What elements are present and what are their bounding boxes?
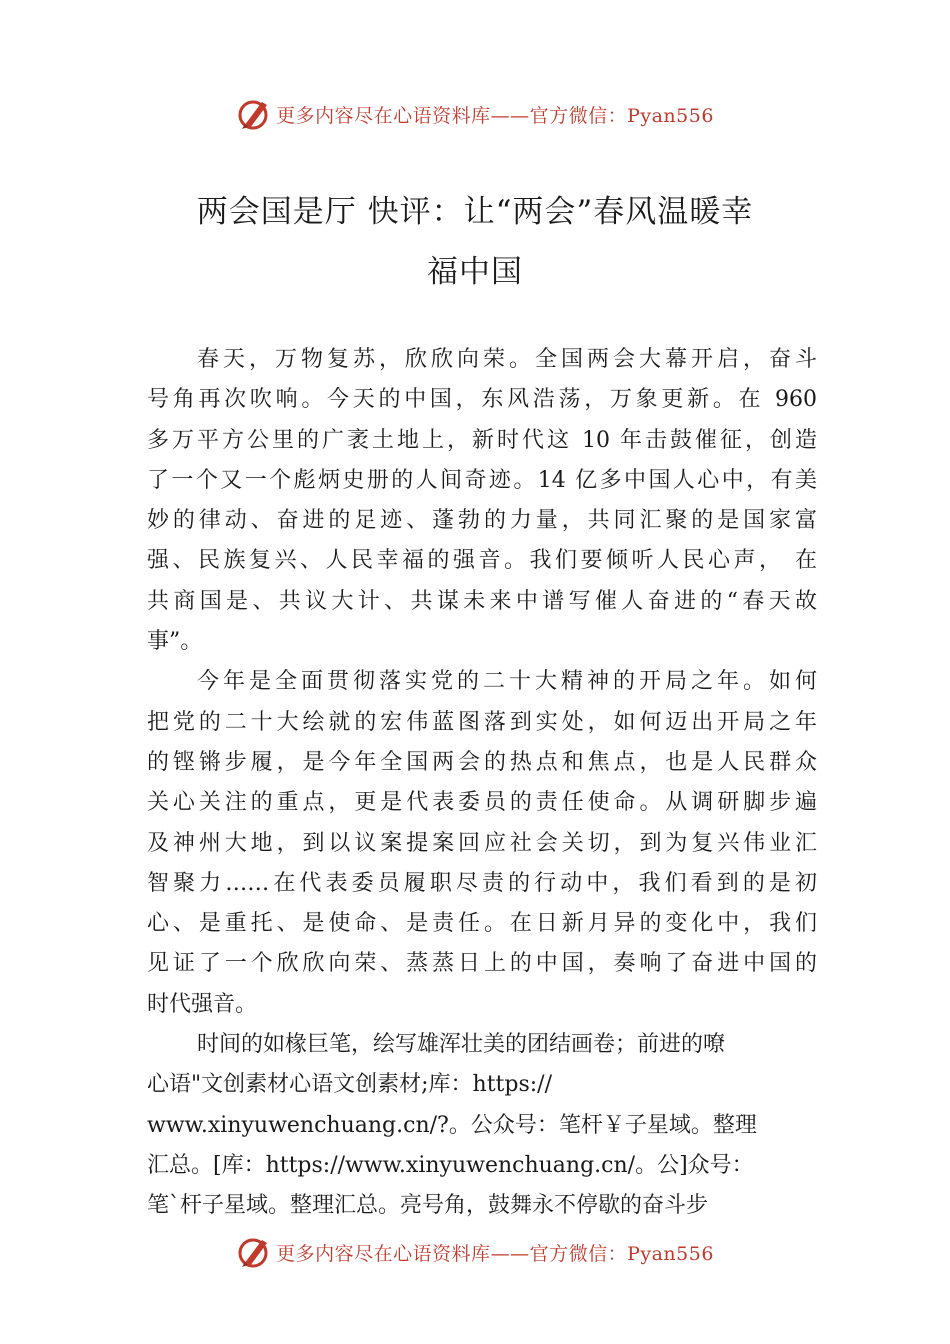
article-title: [145, 182, 805, 302]
body-line-18: 时间的如椽巨笔，绘写雄浑壮美的团结画卷；前进的嘹: [197, 1032, 726, 1058]
title-line-2: 福中国: [427, 254, 523, 290]
body-line-1: 春天，万物复苏，欣欣向荣。全国两会大幕开启，奋斗: [197, 347, 817, 372]
header-banner: [0, 94, 950, 134]
body-line-14: 智聚力……在代表委员履职尽责的行动中，我们看到的是初: [147, 870, 817, 896]
body-line-7: 共商国是、共议大计、共谋未来中谱写催人奋进的“春天故: [147, 588, 817, 614]
title-line-1: 两会国是厅 快评：让“两会”春风温暖幸: [196, 194, 754, 230]
body-line-5: 妙的律动、奋进的足迹、蓬勃的力量，共同汇聚的是国家富: [147, 508, 817, 534]
body-line-6: 强、民族复兴、人民幸福的强音。我们要倾听人民心声， 在: [147, 548, 817, 574]
body-line-12: 关心关注的重点，更是代表委员的责任使命。从调研脚步遍: [147, 790, 817, 816]
body-line-10: 把党的二十大绘就的宏伟蓝图落到实处，如何迈出开局之年: [147, 709, 817, 735]
body-line-2: 号角再次吹响。今天的中国，东风浩荡，万象更新。在 960: [147, 387, 817, 413]
body-line-22: 笔`杆子星域。整理汇总。亮号角，鼓舞永不停歇的奋斗步: [147, 1193, 709, 1219]
footer-banner-text: 更多内容尽在心语资料库——官方微信：Pyan556: [276, 1242, 714, 1265]
body-line-15: 心、是重托、是使命、是责任。在日新月异的变化中，我们: [147, 911, 817, 937]
body-line-19: 心语"文创素材心语文创素材;库：https://: [147, 1072, 552, 1098]
body-line-17: 时代强音。: [147, 991, 258, 1017]
pen-seal-logo-icon: [236, 96, 272, 132]
body-line-13: 及神州大地，到以议案提案回应社会关切，到为复兴伟业汇: [147, 830, 817, 856]
article-body: [147, 340, 817, 1227]
body-line-11: 的铿锵步履，是今年全国两会的热点和焦点，也是人民群众: [147, 749, 817, 775]
body-line-9: 今年是全面贯彻落实党的二十大精神的开局之年。如何: [197, 669, 817, 695]
body-line-3: 多万平方公里的广袤土地上，新时代这 10 年击鼓催征，创造: [147, 427, 817, 453]
footer-banner: [0, 1232, 950, 1272]
body-line-4: 了一个又一个彪炳史册的人间奇迹。14 亿多中国人心中，有美: [147, 467, 817, 493]
body-line-8: 事”。: [147, 629, 203, 655]
header-banner-text: 更多内容尽在心语资料库——官方微信：Pyan556: [276, 104, 714, 127]
body-line-16: 见证了一个欣欣向荣、蒸蒸日上的中国，奏响了奋进中国的: [147, 951, 817, 977]
body-line-20: www.xinyuwenchuang.cn/?。公众号：笔杆￥子星域。整理: [147, 1112, 757, 1138]
body-line-21: 汇总。[库：https://www.xinyuwenchuang.cn/。公]众号：: [147, 1152, 754, 1178]
pen-seal-logo-icon: [236, 1234, 272, 1270]
